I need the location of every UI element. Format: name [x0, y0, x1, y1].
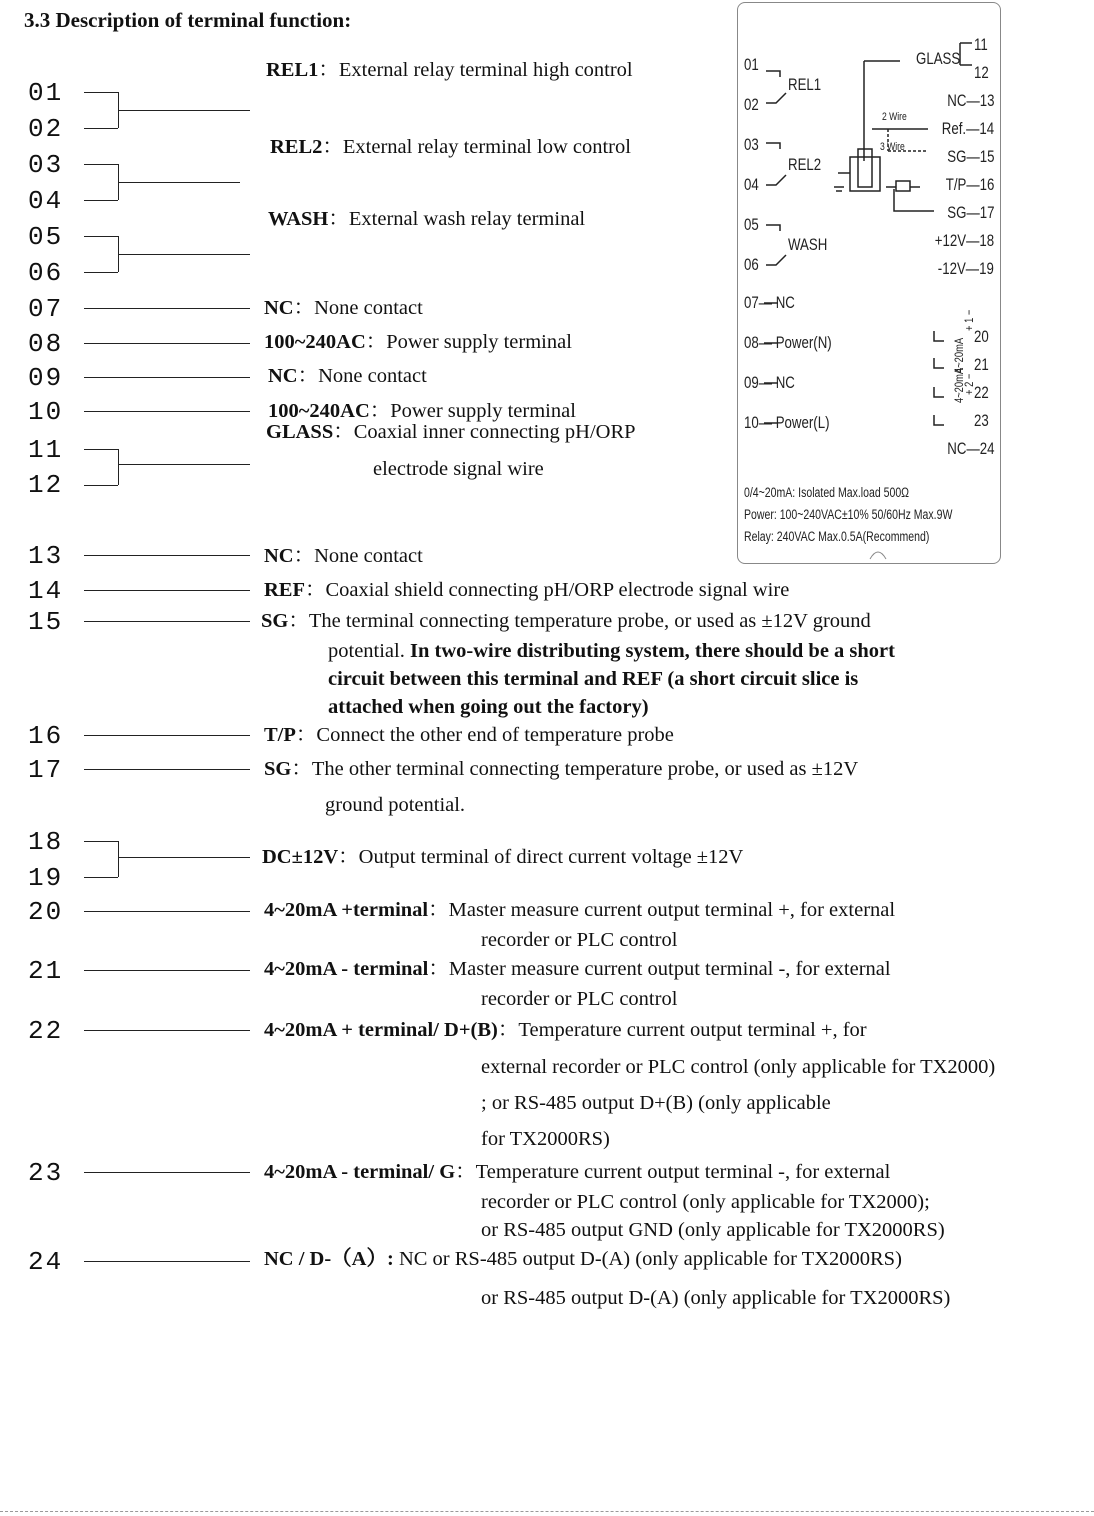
dg-18: +12V—18	[934, 231, 994, 250]
dg-left-08: 08— Power(N)	[744, 333, 832, 352]
dg-note-2: Power: 100~240VAC±10% 50/60Hz Max.9W	[744, 507, 953, 522]
desc-t09: NC：None contact	[268, 365, 427, 387]
terminal-number-14: 14	[28, 576, 64, 606]
dg-pm2: + 2 −	[962, 373, 976, 395]
desc-t24-cont: or RS-485 output D-(A) (only applicable for TX2000RS)	[481, 1287, 951, 1309]
desc-t23: 4~20mA - terminal/ G：Temperature current output terminal -, for external	[264, 1161, 891, 1183]
dg-left-01: 01	[744, 55, 759, 74]
desc-t22-cont2: ; or RS-485 output D+(B) (only applicable	[481, 1092, 831, 1114]
terminal-number-07: 07	[28, 294, 64, 324]
desc-t08: 100~240AC：Power supply terminal	[264, 331, 572, 353]
dg-relay-rel2: REL2	[788, 155, 822, 174]
terminal-number-02: 02	[28, 114, 64, 144]
dg-pm1: + 1 −	[962, 309, 976, 331]
dg-left-03: 03	[744, 135, 759, 154]
terminal-number-16: 16	[28, 721, 64, 751]
desc-t23-cont2: or RS-485 output GND (only applicable for TX2000RS)	[481, 1219, 945, 1241]
desc-t15-cont3: attached when going out the factory)	[328, 696, 649, 718]
terminal-number-11: 11	[28, 435, 64, 465]
dg-15: SG—15	[946, 147, 994, 166]
dg-20: 20	[974, 327, 989, 346]
terminal-number-04: 04	[28, 186, 64, 216]
terminal-number-15: 15	[28, 607, 64, 637]
terminal-number-12: 12	[28, 470, 64, 500]
desc-rel2: REL2：External relay terminal low control	[270, 136, 631, 158]
terminal-number-22: 22	[28, 1016, 64, 1046]
dg-14: Ref.—14	[941, 119, 994, 138]
dg-13: NC—13	[946, 91, 994, 110]
dg-12: 12	[974, 63, 989, 82]
desc-t22-cont3: for TX2000RS)	[481, 1128, 610, 1150]
desc-glass-cont: electrode signal wire	[373, 458, 544, 480]
dg-ma2: 4~20mA	[952, 337, 966, 373]
terminal-number-08: 08	[28, 329, 64, 359]
terminal-number-18: 18	[28, 827, 64, 857]
dg-left-06: 06	[744, 255, 759, 274]
diagram-lines	[738, 3, 1000, 563]
dg-23: 23	[974, 411, 989, 430]
terminal-number-23: 23	[28, 1158, 64, 1188]
desc-dc12: DC±12V：Output terminal of direct current voltage ±12V	[262, 846, 744, 868]
dg-22: 22	[974, 383, 989, 402]
terminal-number-05: 05	[28, 222, 64, 252]
dg-24: NC—24	[946, 439, 994, 458]
desc-t22-cont1: external recorder or PLC control (only applicable for TX2000)	[481, 1056, 996, 1078]
desc-t15-cont1: potential. In two-wire distributing system, there should be a short	[328, 640, 895, 662]
dg-ma1: 4~20mA	[952, 367, 966, 403]
desc-t15: SG：The terminal connecting temperature probe, or used as ±12V ground	[261, 610, 871, 632]
dg-19: -12V—19	[937, 259, 994, 278]
desc-t21: 4~20mA - terminal：Master measure current output terminal -, for external	[264, 958, 891, 980]
dg-3wire: 3 Wire	[880, 141, 905, 153]
page-footer-rule	[0, 1511, 1094, 1516]
dg-21: 21	[974, 355, 989, 374]
desc-t16: T/P：Connect the other end of temperature probe	[264, 724, 674, 746]
desc-t22: 4~20mA + terminal/ D+(B)：Temperature current output terminal +, for	[264, 1019, 867, 1041]
dg-left-10: 10— Power(L)	[744, 413, 830, 432]
desc-t15-cont2: circuit between this terminal and REF (a short circuit slice is	[328, 668, 859, 690]
wiring-diagram	[737, 2, 1001, 564]
terminal-number-21: 21	[28, 956, 64, 986]
dg-left-09: 09— NC	[744, 373, 795, 392]
terminal-number-10: 10	[28, 397, 64, 427]
terminal-number-24: 24	[28, 1247, 64, 1277]
desc-t21-cont: recorder or PLC control	[481, 988, 678, 1010]
terminal-number-06: 06	[28, 258, 64, 288]
terminal-number-01: 01	[28, 78, 64, 108]
dg-note-3: Relay: 240VAC Max.0.5A(Recommend)	[744, 529, 930, 544]
dg-left-07: 07— NC	[744, 293, 795, 312]
dg-17: SG—17	[946, 203, 994, 222]
dg-left-04: 04	[744, 175, 759, 194]
desc-t17: SG：The other terminal connecting temperature probe, or used as ±12V	[264, 758, 859, 780]
terminal-number-13: 13	[28, 541, 64, 571]
terminal-number-03: 03	[28, 150, 64, 180]
desc-t14: REF：Coaxial shield connecting pH/ORP electrode signal wire	[264, 579, 790, 601]
desc-t20: 4~20mA +terminal：Master measure current output terminal +, for external	[264, 899, 896, 921]
desc-t17-cont: ground potential.	[325, 794, 466, 816]
desc-t24: NC / D-（A）: NC or RS-485 output D-(A) (only applicable for TX2000RS)	[264, 1248, 902, 1270]
terminal-number-19: 19	[28, 863, 64, 893]
dg-16: T/P—16	[945, 175, 994, 194]
terminal-number-20: 20	[28, 897, 64, 927]
dg-11: 11	[974, 35, 988, 54]
desc-t10: 100~240AC：Power supply terminal	[268, 400, 576, 422]
dg-relay-wash: WASH	[788, 235, 828, 254]
dg-note-1: 0/4~20mA: Isolated Max.load 500Ω	[744, 485, 910, 500]
desc-t20-cont: recorder or PLC control	[481, 929, 678, 951]
dg-glass: GLASS	[916, 49, 961, 68]
dg-relay-rel1: REL1	[788, 75, 822, 94]
terminal-number-17: 17	[28, 755, 64, 785]
terminal-number-09: 09	[28, 363, 64, 393]
dg-2wire: 2 Wire	[882, 111, 907, 123]
desc-rel1: REL1：External relay terminal high control	[266, 59, 633, 81]
desc-t23-cont1: recorder or PLC control (only applicable for TX2000);	[481, 1191, 930, 1213]
desc-wash: WASH：External wash relay terminal	[268, 208, 586, 230]
desc-glass: GLASS：Coaxial inner connecting pH/ORP	[266, 421, 636, 443]
desc-t07: NC：None contact	[264, 297, 423, 319]
section-title: 3.3 Description of terminal function:	[24, 8, 352, 32]
dg-left-02: 02	[744, 95, 759, 114]
desc-t13: NC：None contact	[264, 545, 423, 567]
dg-left-05: 05	[744, 215, 759, 234]
